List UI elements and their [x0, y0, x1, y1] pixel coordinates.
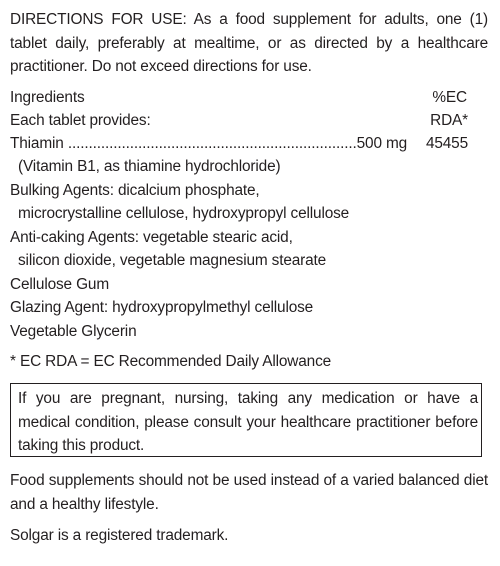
tablet-provides-row: [10, 109, 488, 132]
thiamin-source-note: (Vitamin B1, as thiamine hydrochloride): [18, 158, 281, 175]
warning-text: If you are pregnant, nursing, taking any medication or have a medical condition, please consult your healthcare practitioner before taking this product.: [18, 390, 478, 454]
thiamin-amount: Thiamin ......................................................................500 mg: [10, 135, 408, 152]
ingredient-line: Cellulose Gum: [10, 276, 109, 293]
rda-footnote: * EC RDA = EC Recommended Daily Allowance: [10, 353, 332, 370]
ingredient-line: silicon dioxide, vegetable magnesium stearate: [18, 252, 327, 269]
directions-text: DIRECTIONS FOR USE: As a food supplement for adults, one (1) tablet daily, preferably at mealtime, or as directed by a healthcare practitioner. Do not exceed directions for use.: [10, 11, 488, 75]
ingredient-line: microcrystalline cellulose, hydroxypropyl cellulose: [18, 205, 350, 222]
ingredient-line: Bulking Agents: dicalcium phosphate,: [10, 182, 260, 199]
advisory-text: Food supplements should not be used instead of a varied balanced diet and a healthy lifestyle.: [10, 472, 488, 513]
warning-box: [10, 383, 482, 457]
trademark-text: Solgar is a registered trademark.: [10, 527, 229, 544]
rda-heading: RDA*: [430, 112, 468, 129]
ingredients-heading: Ingredients: [10, 89, 85, 106]
ingredient-line: Glazing Agent: hydroxypropylmethyl cellulose: [10, 299, 314, 316]
tablet-provides-label: Each tablet provides:: [10, 112, 151, 129]
thiamin-row: [10, 132, 488, 155]
pct-ec-heading: %EC: [432, 89, 467, 106]
ingredient-line: Vegetable Glycerin: [10, 323, 137, 340]
ingredient-line: Anti-caking Agents: vegetable stearic acid,: [10, 229, 293, 246]
ingredients-header-row: [10, 86, 488, 109]
thiamin-pct: 45455: [425, 135, 468, 152]
